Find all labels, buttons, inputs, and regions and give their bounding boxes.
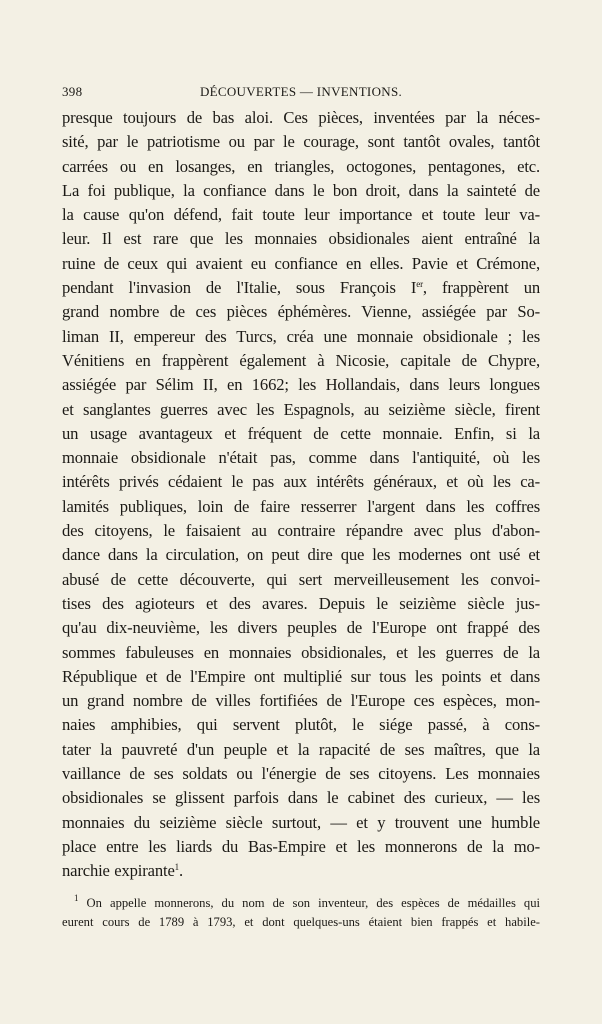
- footnote-reference: 1: [174, 862, 180, 873]
- text-line: ruine de ceux qui avaient eu confiance en elles. Pavie et Crémone,: [62, 253, 540, 273]
- text-line: la cause qu'on défend, fait toute leur importance et toute leur va-: [62, 205, 540, 225]
- text-line: naies amphibies, qui servent plutôt, le siége passé, à cons-: [62, 715, 540, 735]
- text-line: monnaies du seizième siècle surtout, — et y trouvent une humble: [62, 812, 540, 832]
- text-line: un usage avantageux et fréquent de cette monnaie. Enfin, si la: [62, 423, 540, 443]
- text-line: dance dans la circulation, on peut dire que les modernes ont usé et: [62, 545, 540, 565]
- text-line: grand nombre de ces pièces éphémères. Vienne, assiégée par So-: [62, 302, 540, 322]
- text-line: tater la pauvreté d'un peuple et la rapacité de ses maîtres, que la: [62, 739, 540, 759]
- text-line-with-superscript: [62, 276, 540, 300]
- footnote-line: [62, 894, 540, 913]
- text-line: tises des agioteurs et des avares. Depuis le seizième siècle jus-: [62, 593, 540, 613]
- running-title: DÉCOUVERTES — INVENTIONS.: [199, 84, 403, 99]
- page-header: [62, 84, 540, 106]
- text-line: carrées ou en losanges, en triangles, octogones, pentagones, etc.: [62, 156, 540, 176]
- text-line: lamités publiques, loin de faire resserrer l'argent dans les coffres: [62, 496, 540, 516]
- text-line: sommes fabuleuses en monnaies obsidionales, et les guerres de la: [62, 642, 540, 662]
- text-line: abusé de cette découverte, qui sert merveilleusement les convoi-: [62, 569, 540, 589]
- text-line: vaillance de ses soldats ou l'énergie de ses citoyens. Les monnaies: [62, 764, 540, 784]
- text-line: et sanglantes guerres avec les Espagnols, au seizième siècle, firent: [62, 399, 540, 419]
- superscript-ordinal: er: [416, 279, 423, 290]
- footnote-marker: 1: [74, 892, 79, 903]
- text-line: presque toujours de bas aloi. Ces pièces, inventées par la néces-: [62, 108, 540, 127]
- text-line: qu'au dix-neuvième, les divers peuples de l'Europe ont frappé des: [62, 618, 540, 638]
- text-line: intérêts privés cédaient le pas aux intérêts généraux, et où les ca-: [62, 472, 540, 492]
- text-line: obsidionales se glissent parfois dans le cabinet des curieux, — les: [62, 788, 540, 808]
- footnote-line: eurent cours de 1789 à 1793, et dont quelques-uns étaient bien frappés et habile-: [62, 914, 540, 929]
- text-line: La foi publique, la confiance dans le bon droit, dans la sainteté de: [62, 180, 540, 200]
- text-line: des citoyens, le faisaient au contraire répandre avec plus d'abon-: [62, 521, 540, 541]
- text-fragment: On appelle monnerons, du nom de son inventeur, des espèces de médailles qui: [78, 895, 540, 910]
- text-fragment: pendant l'invasion de l'Italie, sous François I: [62, 278, 417, 298]
- text-line: République et de l'Empire ont multiplié sur tous les points et dans: [62, 666, 540, 686]
- text-line: assiégée par Sélim II, en 1662; les Hollandais, dans leurs longues: [62, 375, 540, 395]
- text-line-last: [62, 859, 540, 883]
- text-line: liman II, empereur des Turcs, créa une monnaie obsidionale ; les: [62, 326, 540, 346]
- text-line: leur. Il est rare que les monnaies obsidionales aient entraîné la: [62, 229, 540, 249]
- text-line: sité, par le patriotisme ou par le courage, sont tantôt ovales, tantôt: [62, 132, 540, 152]
- text-line: Vénitiens en frappèrent également à Nicosie, capitale de Chypre,: [62, 350, 540, 370]
- main-text: [62, 106, 540, 884]
- text-fragment: , frappèrent un: [422, 278, 540, 298]
- text-line: place entre les liards du Bas-Empire et les monnerons de la mo-: [62, 836, 540, 856]
- text-fragment: .: [179, 861, 184, 881]
- page-number: 398: [62, 84, 83, 99]
- text-line: monnaie obsidionale n'était pas, comme dans l'antiquité, où les: [62, 448, 540, 468]
- text-fragment: narchie expirante: [62, 861, 175, 881]
- book-page: [62, 84, 540, 932]
- footnote: [62, 894, 540, 932]
- text-line: un grand nombre de villes fortifiées de l'Europe ces espèces, mon-: [62, 691, 540, 711]
